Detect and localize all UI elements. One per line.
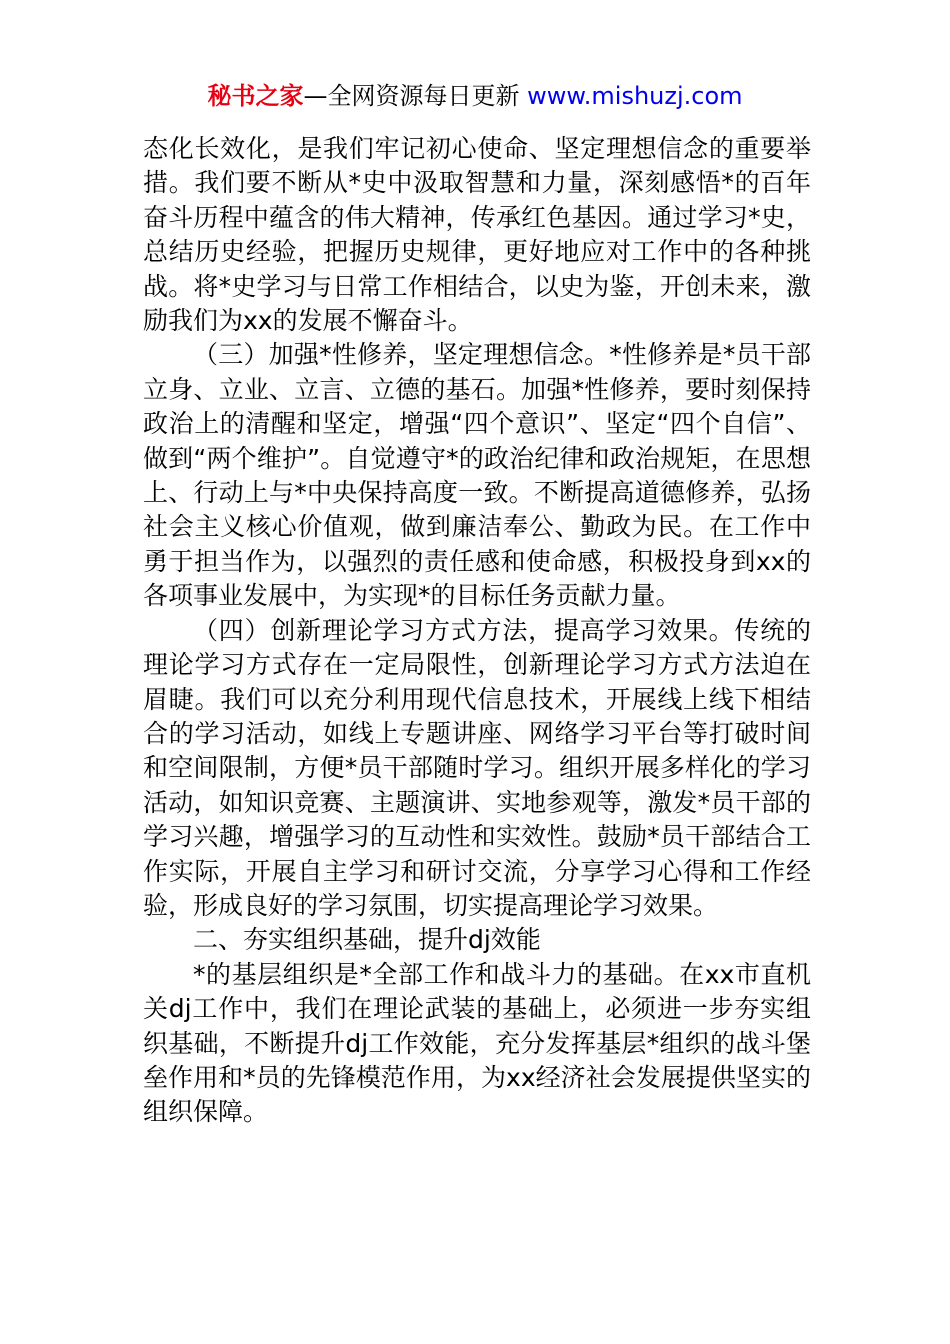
section-heading-two: 二、夯实组织基础，提升dj效能 <box>193 925 541 955</box>
document-body <box>143 132 811 1130</box>
paragraph-section-three: （三）加强*性修养，坚定理想信念。*性修养是*员干部立身、立业、立言、立德的基石。加强*性修养，要时刻保持政治上的清醒和坚定，增强“四个意识”、坚定“四个自信”、做到“两个维护”。自觉遵守*的政治纪律和政治规矩，在思想上、行动上与*中央保持高度一致。不断提高道德修养，弘扬社会主义核心价值观，做到廉洁奉公、勤政为民。在工作中勇于担当作为，以强烈的责任感和使命感，积极投身到xx的各项事业发展中，为实现*的目标任务贡献力量。 <box>143 340 811 611</box>
site-tagline: —全网资源每日更新 <box>303 82 520 110</box>
site-url-link[interactable]: www.mishuzj.com <box>527 82 743 110</box>
paragraph-continuation: 态化长效化，是我们牢记初心使命、坚定理想信念的重要举措。我们要不断从*史中汲取智慧和力量，深刻感悟*的百年奋斗历程中蕴含的伟大精神，传承红色基因。通过学习*史，总结历史经验，把握历史规律，更好地应对工作中的各种挑战。将*史学习与日常工作相结合，以史为鉴，开创未来，激励我们为xx的发展不懈奋斗。 <box>143 134 811 336</box>
site-header <box>0 80 950 112</box>
paragraph-organization-basis: *的基层组织是*全部工作和战斗力的基础。在xx市直机关dj工作中，我们在理论武装的基础上，必须进一步夯实组织基础，不断提升dj工作效能，充分发挥基层*组织的战斗堡垒作用和*员的先锋模范作用，为xx经济社会发展提供坚实的组织保障。 <box>143 959 811 1127</box>
site-brand: 秘书之家 <box>207 82 304 110</box>
paragraph-section-four: （四）创新理论学习方式方法，提高学习效果。传统的理论学习方式存在一定局限性，创新理论学习方式方法迫在眉睫。我们可以充分利用现代信息技术，开展线上线下相结合的学习活动，如线上专题讲座、网络学习平台等打破时间和空间限制，方便*员干部随时学习。组织开展多样化的学习活动，如知识竞赛、主题演讲、实地参观等，激发*员干部的学习兴趣，增强学习的互动性和实效性。鼓励*员干部结合工作实际，开展自主学习和研讨交流，分享学习心得和工作经验，形成良好的学习氛围，切实提高理论学习效果。 <box>143 615 811 920</box>
